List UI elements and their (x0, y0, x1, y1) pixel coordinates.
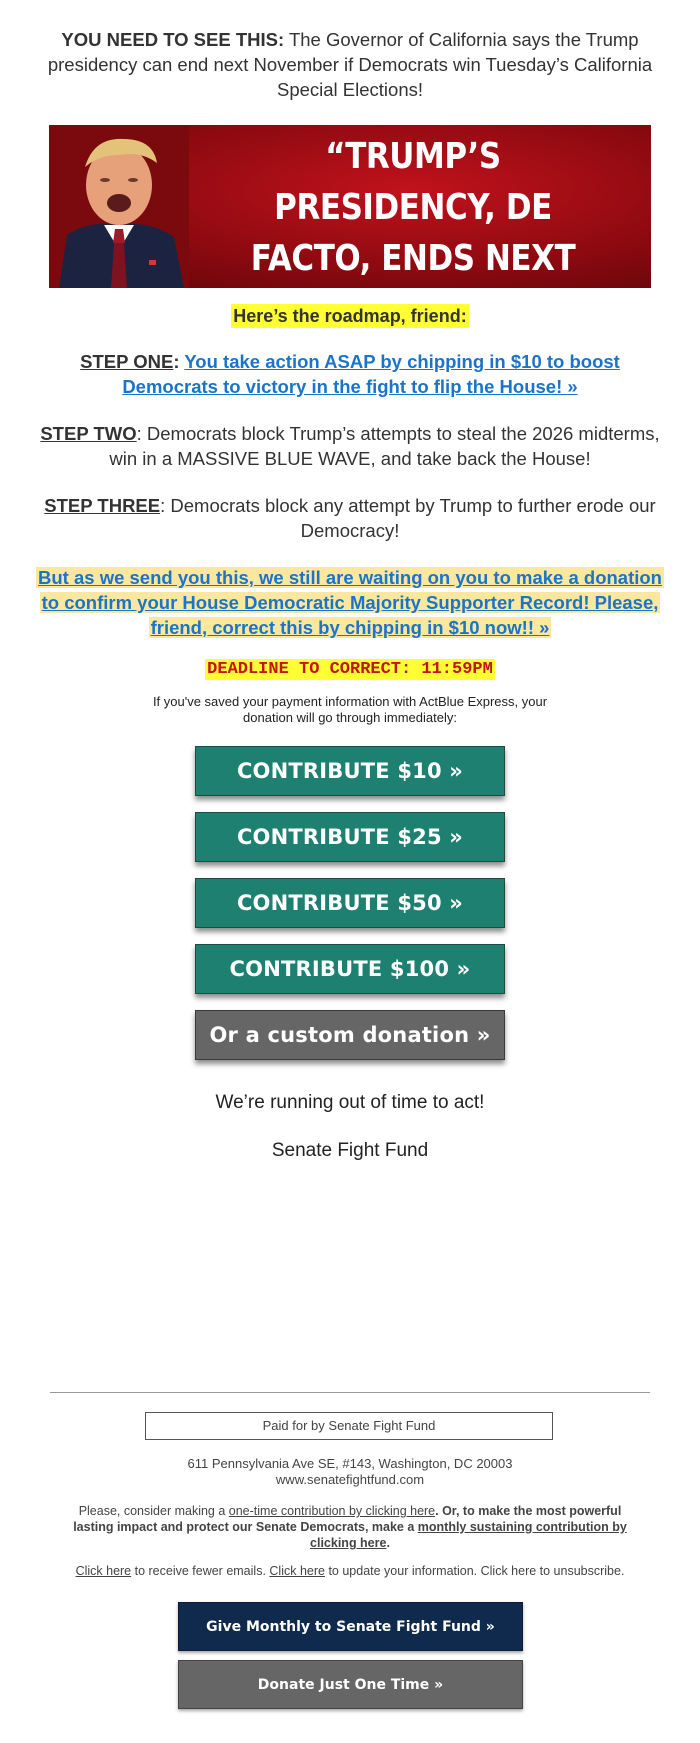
custom-donation-button[interactable]: Or a custom donation » (195, 1010, 505, 1060)
contribute-10-button[interactable]: CONTRIBUTE $10 » (195, 746, 505, 796)
contribute-25-button[interactable]: CONTRIBUTE $25 » (195, 812, 505, 862)
roadmap-heading: Here’s the roadmap, friend: (233, 306, 467, 326)
website-line: www.senatefightfund.com (275, 1472, 425, 1487)
actblue-note: If you've saved your payment information with ActBlue Express, your donation will go through immediately: (152, 694, 548, 725)
intro-lead: YOU NEED TO SEE THIS: (61, 29, 285, 50)
signature: Senate Fight Fund (271, 1140, 429, 1161)
hero-banner-image[interactable] (49, 125, 651, 288)
intro-text: The Governor of California says the Trump presidency can end next November if Democrats win Tuesday’s California Special Elections! (47, 29, 653, 100)
step-label: STEP THREE (44, 495, 161, 516)
monthly-link[interactable]: monthly sustaining contribution by clicking here (310, 1520, 627, 1550)
update-info-link[interactable]: Click here (269, 1564, 325, 1578)
donate-once-button[interactable]: Donate Just One Time » (178, 1660, 523, 1709)
give-monthly-button[interactable]: Give Monthly to Senate Fight Fund » (178, 1602, 523, 1651)
paid-for-box: Paid for by Senate Fight Fund (145, 1412, 553, 1440)
step-text: Democrats block any attempt by Trump to further erode our Democracy! (170, 495, 656, 541)
fewer-emails-link[interactable]: Click here (75, 1564, 132, 1578)
contribute-50-button[interactable]: CONTRIBUTE $50 » (195, 878, 505, 928)
one-time-link[interactable]: one-time contribution by clicking here (228, 1504, 436, 1518)
email-preferences: Click here to receive fewer emails. Click here to update your information. Click here to unsubscribe. (75, 1564, 625, 1578)
step-label: STEP ONE (80, 351, 174, 372)
footer-divider (50, 1392, 650, 1393)
consider-paragraph: Please, consider making a one-time contribution by clicking here. Or, to make the most powerful lasting impact and protect our Senate Democrats, make a monthly sustaining contribution by clicking here. (73, 1504, 627, 1550)
footer-address (0, 1456, 700, 1488)
contribute-100-button[interactable]: CONTRIBUTE $100 » (195, 944, 505, 994)
contribution-buttons (26, 746, 674, 1076)
urgent-donation-link[interactable]: But as we send you this, we still are waiting on you to make a donation to confirm your House Democratic Majority Supporter Record! Please, friend, correct this by chipping in $10 now!! » (38, 567, 662, 638)
step-three: STEP THREE: Democrats block any attempt by Trump to further erode our Democracy! (44, 495, 656, 541)
hero-quote (212, 131, 614, 288)
closing-line: We’re running out of time to act! (215, 1092, 485, 1113)
address-line: 611 Pennsylvania Ave SE, #143, Washington, DC 20003 (187, 1456, 513, 1471)
step-label: STEP TWO (40, 423, 137, 444)
step-text: Democrats block Trump’s attempts to steal the 2026 midterms, win in a MASSIVE BLUE WAVE, and take back the House! (109, 423, 660, 469)
step-one: STEP ONE: You take action ASAP by chipping in $10 to boost Democrats to victory in the fight to flip the House! » (80, 351, 620, 397)
deadline-banner: DEADLINE TO CORRECT: 11:59PM (207, 660, 493, 679)
intro-paragraph (26, 27, 674, 102)
step-two: STEP TWO: Democrats block Trump’s attempts to steal the 2026 midterms, win in a MASSIVE BLUE WAVE, and take back the House! (40, 423, 660, 469)
hero-quote-line: FACTO, ENDS NEXT (250, 238, 576, 279)
step-one-donate-link[interactable]: You take action ASAP by chipping in $10 to boost Democrats to victory in the fight to flip the House! » (122, 351, 620, 397)
hero-quote-line: “TRUMP’S PRESIDENCY, DE (274, 136, 552, 228)
trump-photo (49, 125, 189, 288)
